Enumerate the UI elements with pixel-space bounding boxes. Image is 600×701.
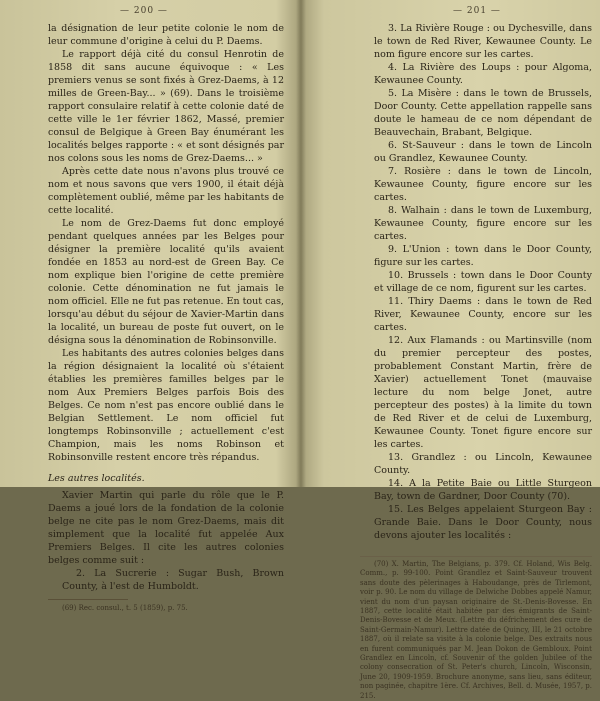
list-item: 4. La Rivière des Loups : pour Algoma, Kewaunee County. xyxy=(374,62,592,86)
paragraph: Le rapport déjà cité du consul Henrotin de 1858 dit sans aucune équivoque : « Les premiers venus se sont fixés à Grez-Daems, à 12 milles de Green-Bay... » (69). Dans le troisième rapport consulaire relatif à cette colonie daté de cette ville le 1er février 1862, Massé, premier consul de Belgique à Green Bay énumérant les localités belges rapporte : « et sont désignés par nos colons sous les noms de Grez-Daems... » xyxy=(48,49,284,164)
paragraph: Après cette date nous n'avons plus trouvé ce nom et nous savons que vers 1900, il était déjà complètement oublié, même par les habitants de cette localité. xyxy=(48,166,284,216)
list-item: 13. Grandlez : ou Lincoln, Kewaunee County. xyxy=(374,452,592,476)
paragraph: Xavier Martin qui parle du rôle que le P. Daems a joué lors de la fondation de la colonie belge ne cite pas le nom Grez-Daems, mais dit simplement que la localité fut appelée Aux Premiers Belges. Il cite les autres colonies belges comme suit : xyxy=(48,490,284,566)
page-number: — 201 — xyxy=(453,6,501,16)
footnote: (70) X. Martin, The Belgians, p. 379. Cf. Holand, Wis Belg. Comm., p. 99-100. Point Grandlez et Saint-Sauveur trouvent sans doute des pèlerinages à Haboudange, près de Tirlemont, voir p. 90. Le nom du village de Delwiche Dobbes appelé Namur, vient du nom d'un paysan originaire de St.-Denis-Bovesse. En 1887, cette localité était habitée par des émigrants de Saint-Denis-Bovesse et de Meux. (Lettre du défrichement des cure de Saint-Germain-Namur). Lettre datée de Quincy, III, le 21 octobre 1887, où il relate sa visite à la colonie belge. Des extraits nous en furent communiqués par M. Jean Dokon de Gembloux. Point Grandlez en Lincoln, cf. Souvenir of the golden Jubilee of the colony consecration of St. Peter's church, Lincoln, Wisconsin, June 20, 1909-1959. Brochure anonyme, sans lieu, sans éditeur, non paginée, chapitre 1ère. Cf. Archives, Bell. d. Musée, 1957, p. 215. xyxy=(360,560,592,700)
footnote: (69) Rec. consul., t. 5 (1859), p. 75. xyxy=(62,604,188,612)
right-page xyxy=(303,0,600,700)
paragraph: la désignation de leur petite colonie le nom de leur commune d'origine à celui du P. Daems. xyxy=(48,23,284,47)
footnote-block xyxy=(360,556,592,701)
right-page-text xyxy=(360,22,592,701)
paragraph: Le nom de Grez-Daems fut donc employé pendant quelques années par les Belges pour désigner la première localité qu'ils avaient fondée en 1853 au nord-est de Green Bay. Ce nom explique bien l'origine de cette première colonie. Cette dénomination ne fut jamais le nom officiel. Elle ne fut pas retenue. En tout cas, lorsqu'au début du séjour de Xavier-Martin dans la localité, un bureau de poste fut ouvert, on le désigna sous la dénomination de Robinsonville. xyxy=(48,218,284,346)
list-item: 9. L'Union : town dans le Door County, figure sur les cartes. xyxy=(374,244,592,268)
list-item: 8. Walhain : dans le town de Luxemburg, Kewaunee County, figure encore sur les cartes. xyxy=(374,205,592,242)
footnote-rule xyxy=(360,556,592,557)
paragraph: Les habitants des autres colonies belges dans la région désignaient la localité où s'étaient établies les premières familles belges par le nom Aux Premiers Belges parfois Bois des Belges. Ce nom n'est pas encore oublié dans le Belgian Settlement. Le nom officiel fut longtemps Robinsonville ; actuellement c'est Champion, mais les noms Robinson et Robinsonville restent encore très répandus. xyxy=(48,348,284,463)
section-heading: Les autres localités. xyxy=(48,473,145,484)
list-item: 7. Rosière : dans le town de Lincoln, Kewaunee County, figure encore sur les cartes. xyxy=(374,166,592,203)
list-item: 5. La Misère : dans le town de Brussels, Door County. Cette appellation rappelle sans doute le hameau de ce nom dépendant de Beauvechain, Brabant, Belgique. xyxy=(374,88,592,138)
list-item: 14. A la Petite Baie ou Little Sturgeon Bay, town de Gardner, Door County (70). xyxy=(374,478,592,502)
page-number: — 200 — xyxy=(120,6,168,16)
left-page-text xyxy=(48,22,284,613)
footnote-rule xyxy=(48,599,128,600)
list-item: 3. La Rivière Rouge : ou Dychesville, dans le town de Red River, Kewaunee County. Le nom figure encore sur les cartes. xyxy=(374,23,592,60)
list-item: 15. Les Belges appelaient Sturgeon Bay : Grande Baie. Dans le Door County, nous devons ajouter les localités : xyxy=(374,504,592,541)
list-item: 2. La Sucrerie : Sugar Bush, Brown County, à l'est de Humboldt. xyxy=(62,568,284,592)
list-item: 12. Aux Flamands : ou Martinsville (nom du premier percepteur des postes, probablement Constant Martin, frère de Xavier) actuellement Tonet (mauvaise lecture du nom belge Jonet, autre percepteur des postes) à la limite du town de Red River et de celui de Luxemburg, Kewaunee County. Tonet figure encore sur les cartes. xyxy=(374,335,592,450)
list-item: 10. Brussels : town dans le Door County et village de ce nom, figurent sur les cartes. xyxy=(374,270,592,294)
left-page xyxy=(0,0,300,612)
list-item: 6. St-Sauveur : dans le town de Lincoln ou Grandlez, Kewaunee County. xyxy=(374,140,592,164)
list-item: 11. Thiry Daems : dans le town de Red River, Kewaunee County, encore sur les cartes. xyxy=(374,296,592,333)
